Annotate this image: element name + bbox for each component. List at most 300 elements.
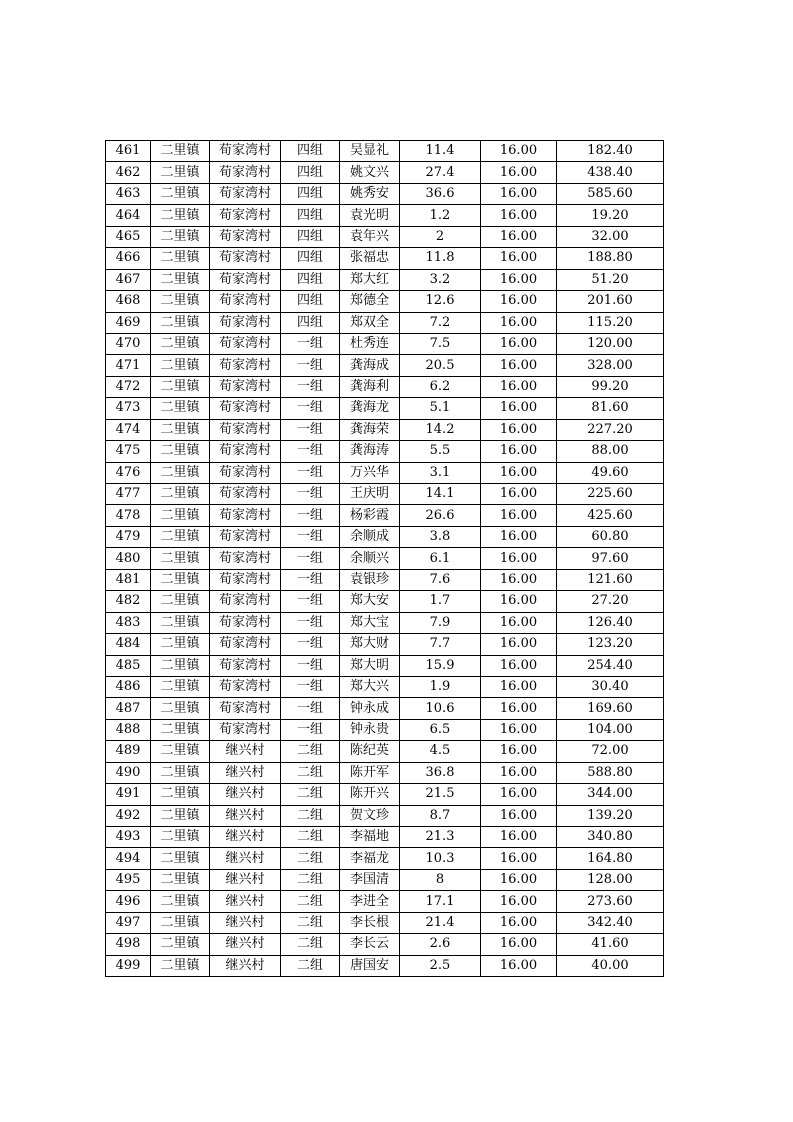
rate-cell: 16.00 (481, 805, 557, 826)
group-cell: 四组 (281, 226, 340, 247)
area-cell: 10.6 (400, 698, 481, 719)
table-row (106, 676, 664, 697)
rate-cell: 16.00 (481, 441, 557, 462)
table-row (106, 162, 664, 183)
town-cell: 二里镇 (151, 226, 210, 247)
group-cell: 一组 (281, 526, 340, 547)
town-cell: 二里镇 (151, 484, 210, 505)
name-cell: 贺文珍 (340, 805, 400, 826)
table-row (106, 848, 664, 869)
amount-cell: 97.60 (557, 548, 664, 569)
amount-cell: 344.00 (557, 784, 664, 805)
row-number-cell: 462 (106, 162, 151, 183)
name-cell: 张福忠 (340, 248, 400, 269)
group-cell: 二组 (281, 869, 340, 890)
town-cell: 二里镇 (151, 162, 210, 183)
area-cell: 1.2 (400, 205, 481, 226)
village-cell: 荀家湾村 (210, 484, 281, 505)
name-cell: 姚文兴 (340, 162, 400, 183)
name-cell: 李国清 (340, 869, 400, 890)
row-number-cell: 498 (106, 934, 151, 955)
row-number-cell: 496 (106, 891, 151, 912)
table-row (106, 805, 664, 826)
amount-cell: 72.00 (557, 741, 664, 762)
amount-cell: 139.20 (557, 805, 664, 826)
name-cell: 龚海涛 (340, 441, 400, 462)
amount-cell: 126.40 (557, 612, 664, 633)
table-row (106, 912, 664, 933)
rate-cell: 16.00 (481, 676, 557, 697)
group-cell: 一组 (281, 419, 340, 440)
village-cell: 荀家湾村 (210, 269, 281, 290)
name-cell: 龚海利 (340, 376, 400, 397)
area-cell: 2.5 (400, 955, 481, 976)
village-cell: 继兴村 (210, 762, 281, 783)
row-number-cell: 484 (106, 634, 151, 655)
village-cell: 荀家湾村 (210, 205, 281, 226)
town-cell: 二里镇 (151, 955, 210, 976)
amount-cell: 99.20 (557, 376, 664, 397)
row-number-cell: 472 (106, 376, 151, 397)
table-row (106, 526, 664, 547)
group-cell: 一组 (281, 462, 340, 483)
table-row (106, 441, 664, 462)
table-row (106, 248, 664, 269)
group-cell: 一组 (281, 484, 340, 505)
area-cell: 12.6 (400, 291, 481, 312)
area-cell: 17.1 (400, 891, 481, 912)
village-cell: 荀家湾村 (210, 333, 281, 354)
group-cell: 一组 (281, 548, 340, 569)
village-cell: 荀家湾村 (210, 634, 281, 655)
rate-cell: 16.00 (481, 934, 557, 955)
rate-cell: 16.00 (481, 162, 557, 183)
town-cell: 二里镇 (151, 269, 210, 290)
row-number-cell: 469 (106, 312, 151, 333)
village-cell: 荀家湾村 (210, 398, 281, 419)
village-cell: 继兴村 (210, 848, 281, 869)
name-cell: 陈纪英 (340, 741, 400, 762)
row-number-cell: 489 (106, 741, 151, 762)
village-cell: 荀家湾村 (210, 462, 281, 483)
rate-cell: 16.00 (481, 569, 557, 590)
name-cell: 杨彩霞 (340, 505, 400, 526)
name-cell: 龚海龙 (340, 398, 400, 419)
amount-cell: 19.20 (557, 205, 664, 226)
row-number-cell: 479 (106, 526, 151, 547)
amount-cell: 328.00 (557, 355, 664, 376)
area-cell: 7.6 (400, 569, 481, 590)
village-cell: 荀家湾村 (210, 569, 281, 590)
area-cell: 6.2 (400, 376, 481, 397)
amount-cell: 88.00 (557, 441, 664, 462)
amount-cell: 81.60 (557, 398, 664, 419)
amount-cell: 425.60 (557, 505, 664, 526)
group-cell: 二组 (281, 912, 340, 933)
row-number-cell: 480 (106, 548, 151, 569)
name-cell: 郑大财 (340, 634, 400, 655)
row-number-cell: 485 (106, 655, 151, 676)
table-row (106, 419, 664, 440)
table-row (106, 719, 664, 740)
row-number-cell: 494 (106, 848, 151, 869)
area-cell: 2 (400, 226, 481, 247)
town-cell: 二里镇 (151, 634, 210, 655)
table-row (106, 291, 664, 312)
group-cell: 二组 (281, 955, 340, 976)
group-cell: 一组 (281, 441, 340, 462)
village-cell: 继兴村 (210, 891, 281, 912)
row-number-cell: 483 (106, 612, 151, 633)
group-cell: 二组 (281, 827, 340, 848)
row-number-cell: 497 (106, 912, 151, 933)
amount-cell: 115.20 (557, 312, 664, 333)
village-cell: 荀家湾村 (210, 655, 281, 676)
amount-cell: 104.00 (557, 719, 664, 740)
town-cell: 二里镇 (151, 591, 210, 612)
amount-cell: 201.60 (557, 291, 664, 312)
town-cell: 二里镇 (151, 848, 210, 869)
group-cell: 一组 (281, 676, 340, 697)
name-cell: 郑双全 (340, 312, 400, 333)
amount-cell: 30.40 (557, 676, 664, 697)
village-cell: 继兴村 (210, 934, 281, 955)
row-number-cell: 464 (106, 205, 151, 226)
table-row (106, 183, 664, 204)
area-cell: 6.5 (400, 719, 481, 740)
amount-cell: 225.60 (557, 484, 664, 505)
rate-cell: 16.00 (481, 376, 557, 397)
group-cell: 一组 (281, 398, 340, 419)
area-cell: 20.5 (400, 355, 481, 376)
village-cell: 荀家湾村 (210, 376, 281, 397)
town-cell: 二里镇 (151, 205, 210, 226)
row-number-cell: 499 (106, 955, 151, 976)
town-cell: 二里镇 (151, 312, 210, 333)
village-cell: 荀家湾村 (210, 291, 281, 312)
group-cell: 一组 (281, 569, 340, 590)
group-cell: 一组 (281, 634, 340, 655)
town-cell: 二里镇 (151, 827, 210, 848)
name-cell: 李长根 (340, 912, 400, 933)
table-row (106, 655, 664, 676)
rate-cell: 16.00 (481, 784, 557, 805)
row-number-cell: 487 (106, 698, 151, 719)
table-row (106, 698, 664, 719)
amount-cell: 273.60 (557, 891, 664, 912)
name-cell: 袁银珍 (340, 569, 400, 590)
name-cell: 万兴华 (340, 462, 400, 483)
group-cell: 二组 (281, 762, 340, 783)
name-cell: 郑大兴 (340, 676, 400, 697)
rate-cell: 16.00 (481, 205, 557, 226)
row-number-cell: 468 (106, 291, 151, 312)
area-cell: 15.9 (400, 655, 481, 676)
village-cell: 荀家湾村 (210, 698, 281, 719)
amount-cell: 585.60 (557, 183, 664, 204)
area-cell: 8.7 (400, 805, 481, 826)
name-cell: 姚秀安 (340, 183, 400, 204)
amount-cell: 41.60 (557, 934, 664, 955)
table-row (106, 484, 664, 505)
group-cell: 二组 (281, 891, 340, 912)
town-cell: 二里镇 (151, 441, 210, 462)
row-number-cell: 473 (106, 398, 151, 419)
table-row (106, 376, 664, 397)
row-number-cell: 488 (106, 719, 151, 740)
amount-cell: 438.40 (557, 162, 664, 183)
row-number-cell: 466 (106, 248, 151, 269)
village-cell: 荀家湾村 (210, 676, 281, 697)
table-row (106, 869, 664, 890)
table-row (106, 827, 664, 848)
name-cell: 陈开军 (340, 762, 400, 783)
amount-cell: 188.80 (557, 248, 664, 269)
area-cell: 14.1 (400, 484, 481, 505)
amount-cell: 164.80 (557, 848, 664, 869)
name-cell: 郑大宝 (340, 612, 400, 633)
table-row (106, 762, 664, 783)
rate-cell: 16.00 (481, 484, 557, 505)
name-cell: 郑大明 (340, 655, 400, 676)
name-cell: 李福龙 (340, 848, 400, 869)
area-cell: 6.1 (400, 548, 481, 569)
name-cell: 吴显礼 (340, 141, 400, 162)
rate-cell: 16.00 (481, 634, 557, 655)
name-cell: 唐国安 (340, 955, 400, 976)
table-row (106, 934, 664, 955)
table-row (106, 312, 664, 333)
town-cell: 二里镇 (151, 869, 210, 890)
amount-cell: 169.60 (557, 698, 664, 719)
area-cell: 3.2 (400, 269, 481, 290)
name-cell: 袁年兴 (340, 226, 400, 247)
amount-cell: 123.20 (557, 634, 664, 655)
row-number-cell: 492 (106, 805, 151, 826)
village-cell: 荀家湾村 (210, 141, 281, 162)
name-cell: 李福地 (340, 827, 400, 848)
area-cell: 7.7 (400, 634, 481, 655)
amount-cell: 182.40 (557, 141, 664, 162)
town-cell: 二里镇 (151, 569, 210, 590)
group-cell: 一组 (281, 698, 340, 719)
village-cell: 荀家湾村 (210, 505, 281, 526)
amount-cell: 32.00 (557, 226, 664, 247)
amount-cell: 27.20 (557, 591, 664, 612)
group-cell: 四组 (281, 269, 340, 290)
group-cell: 一组 (281, 591, 340, 612)
rate-cell: 16.00 (481, 612, 557, 633)
table-row (106, 269, 664, 290)
amount-cell: 51.20 (557, 269, 664, 290)
area-cell: 2.6 (400, 934, 481, 955)
name-cell: 陈开兴 (340, 784, 400, 805)
table-row (106, 741, 664, 762)
amount-cell: 49.60 (557, 462, 664, 483)
table-body (106, 141, 664, 977)
town-cell: 二里镇 (151, 462, 210, 483)
rate-cell: 16.00 (481, 741, 557, 762)
name-cell: 龚海成 (340, 355, 400, 376)
table-row (106, 569, 664, 590)
area-cell: 21.4 (400, 912, 481, 933)
town-cell: 二里镇 (151, 655, 210, 676)
area-cell: 3.8 (400, 526, 481, 547)
town-cell: 二里镇 (151, 355, 210, 376)
village-cell: 继兴村 (210, 912, 281, 933)
amount-cell: 60.80 (557, 526, 664, 547)
row-number-cell: 470 (106, 333, 151, 354)
name-cell: 李进全 (340, 891, 400, 912)
amount-cell: 588.80 (557, 762, 664, 783)
area-cell: 1.9 (400, 676, 481, 697)
area-cell: 21.3 (400, 827, 481, 848)
rate-cell: 16.00 (481, 591, 557, 612)
village-cell: 荀家湾村 (210, 526, 281, 547)
row-number-cell: 493 (106, 827, 151, 848)
rate-cell: 16.00 (481, 291, 557, 312)
rate-cell: 16.00 (481, 248, 557, 269)
village-cell: 继兴村 (210, 869, 281, 890)
row-number-cell: 486 (106, 676, 151, 697)
rate-cell: 16.00 (481, 419, 557, 440)
town-cell: 二里镇 (151, 741, 210, 762)
village-cell: 荀家湾村 (210, 548, 281, 569)
area-cell: 11.8 (400, 248, 481, 269)
area-cell: 3.1 (400, 462, 481, 483)
area-cell: 4.5 (400, 741, 481, 762)
amount-cell: 128.00 (557, 869, 664, 890)
town-cell: 二里镇 (151, 891, 210, 912)
town-cell: 二里镇 (151, 784, 210, 805)
village-cell: 荀家湾村 (210, 226, 281, 247)
area-cell: 7.2 (400, 312, 481, 333)
table-row (106, 612, 664, 633)
row-number-cell: 465 (106, 226, 151, 247)
amount-cell: 40.00 (557, 955, 664, 976)
rate-cell: 16.00 (481, 141, 557, 162)
table-row (106, 462, 664, 483)
town-cell: 二里镇 (151, 398, 210, 419)
rate-cell: 16.00 (481, 955, 557, 976)
group-cell: 一组 (281, 505, 340, 526)
town-cell: 二里镇 (151, 805, 210, 826)
village-cell: 荀家湾村 (210, 355, 281, 376)
area-cell: 27.4 (400, 162, 481, 183)
table-row (106, 891, 664, 912)
name-cell: 余顺成 (340, 526, 400, 547)
amount-cell: 121.60 (557, 569, 664, 590)
town-cell: 二里镇 (151, 333, 210, 354)
area-cell: 1.7 (400, 591, 481, 612)
rate-cell: 16.00 (481, 655, 557, 676)
town-cell: 二里镇 (151, 762, 210, 783)
rate-cell: 16.00 (481, 719, 557, 740)
group-cell: 四组 (281, 183, 340, 204)
area-cell: 11.4 (400, 141, 481, 162)
name-cell: 龚海荣 (340, 419, 400, 440)
amount-cell: 120.00 (557, 333, 664, 354)
group-cell: 一组 (281, 333, 340, 354)
name-cell: 李长云 (340, 934, 400, 955)
town-cell: 二里镇 (151, 248, 210, 269)
row-number-cell: 481 (106, 569, 151, 590)
town-cell: 二里镇 (151, 719, 210, 740)
village-cell: 荀家湾村 (210, 183, 281, 204)
rate-cell: 16.00 (481, 226, 557, 247)
group-cell: 二组 (281, 848, 340, 869)
village-cell: 荀家湾村 (210, 162, 281, 183)
area-cell: 7.9 (400, 612, 481, 633)
rate-cell: 16.00 (481, 183, 557, 204)
row-number-cell: 475 (106, 441, 151, 462)
rate-cell: 16.00 (481, 827, 557, 848)
name-cell: 杜秀连 (340, 333, 400, 354)
area-cell: 5.5 (400, 441, 481, 462)
group-cell: 二组 (281, 741, 340, 762)
rate-cell: 16.00 (481, 526, 557, 547)
village-cell: 继兴村 (210, 955, 281, 976)
rate-cell: 16.00 (481, 312, 557, 333)
town-cell: 二里镇 (151, 612, 210, 633)
row-number-cell: 495 (106, 869, 151, 890)
group-cell: 一组 (281, 655, 340, 676)
group-cell: 二组 (281, 934, 340, 955)
town-cell: 二里镇 (151, 912, 210, 933)
amount-cell: 340.80 (557, 827, 664, 848)
group-cell: 一组 (281, 355, 340, 376)
group-cell: 四组 (281, 141, 340, 162)
group-cell: 四组 (281, 205, 340, 226)
name-cell: 王庆明 (340, 484, 400, 505)
group-cell: 二组 (281, 805, 340, 826)
village-cell: 荀家湾村 (210, 591, 281, 612)
area-cell: 36.8 (400, 762, 481, 783)
row-number-cell: 474 (106, 419, 151, 440)
area-cell: 5.1 (400, 398, 481, 419)
town-cell: 二里镇 (151, 141, 210, 162)
rate-cell: 16.00 (481, 912, 557, 933)
group-cell: 一组 (281, 612, 340, 633)
area-cell: 7.5 (400, 333, 481, 354)
name-cell: 郑德全 (340, 291, 400, 312)
name-cell: 余顺兴 (340, 548, 400, 569)
town-cell: 二里镇 (151, 376, 210, 397)
town-cell: 二里镇 (151, 934, 210, 955)
village-cell: 荀家湾村 (210, 248, 281, 269)
table-row (106, 955, 664, 976)
table-row (106, 505, 664, 526)
row-number-cell: 467 (106, 269, 151, 290)
area-cell: 26.6 (400, 505, 481, 526)
table-row (106, 634, 664, 655)
data-table (105, 140, 664, 977)
village-cell: 继兴村 (210, 805, 281, 826)
town-cell: 二里镇 (151, 183, 210, 204)
town-cell: 二里镇 (151, 698, 210, 719)
area-cell: 36.6 (400, 183, 481, 204)
row-number-cell: 461 (106, 141, 151, 162)
group-cell: 二组 (281, 784, 340, 805)
table-row (106, 548, 664, 569)
rate-cell: 16.00 (481, 698, 557, 719)
town-cell: 二里镇 (151, 419, 210, 440)
table-row (106, 398, 664, 419)
row-number-cell: 476 (106, 462, 151, 483)
table-row (106, 784, 664, 805)
table-row (106, 333, 664, 354)
rate-cell: 16.00 (481, 333, 557, 354)
